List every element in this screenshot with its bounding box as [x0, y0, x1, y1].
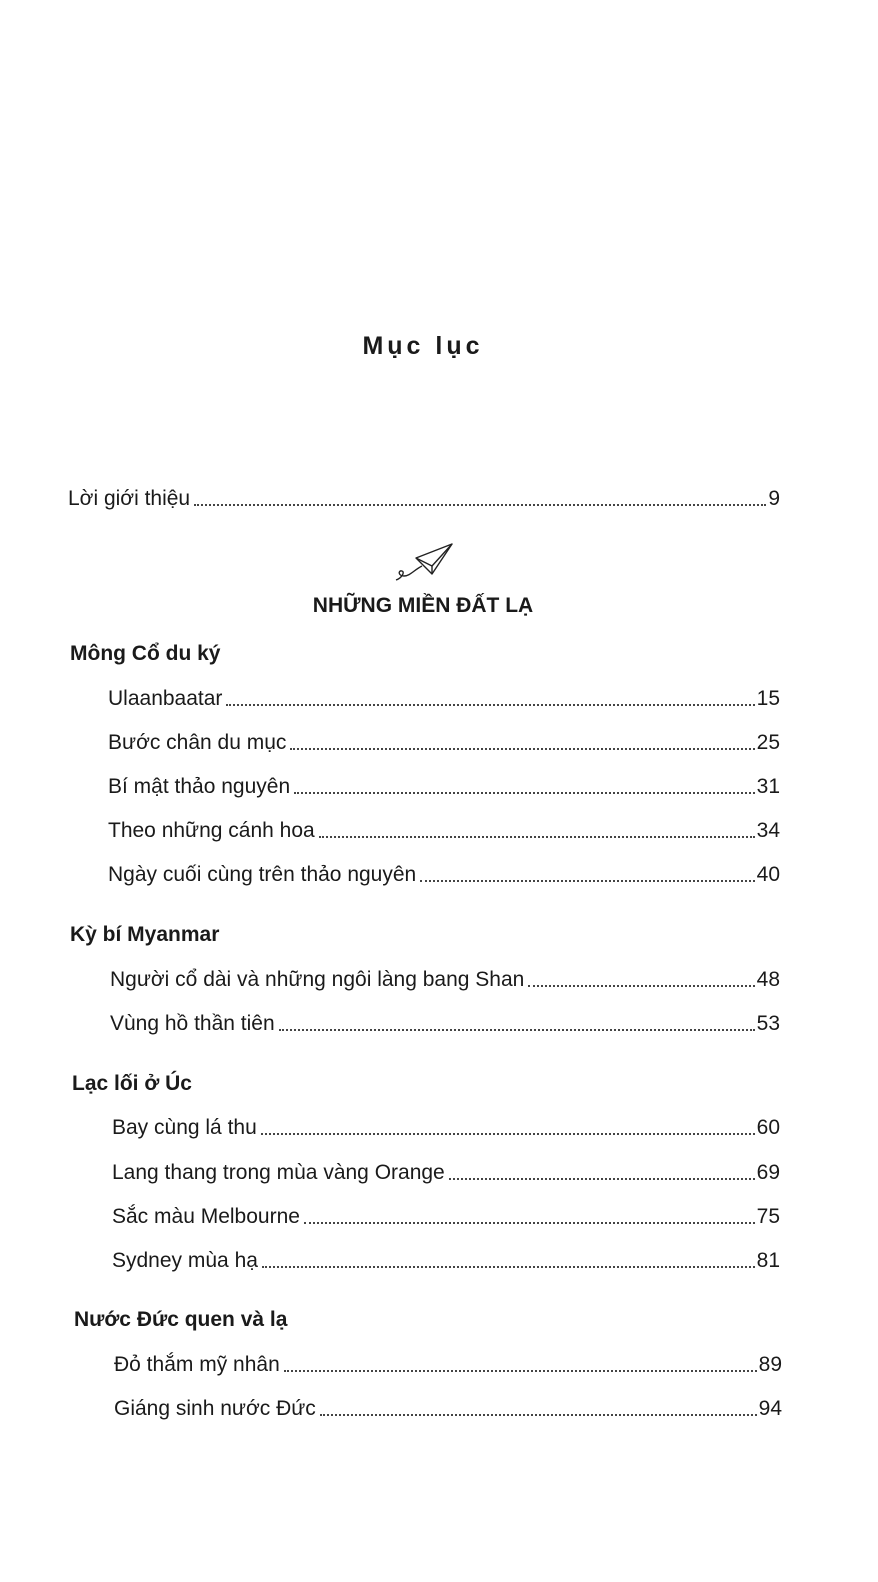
- dot-leader: [284, 1370, 757, 1372]
- toc-entry-label: Đỏ thắm mỹ nhân: [114, 1353, 280, 1376]
- toc-entry[interactable]: [112, 1155, 780, 1185]
- toc-entry[interactable]: [112, 1199, 780, 1229]
- toc-entry-page: 48: [756, 968, 780, 991]
- toc-entry-page: 34: [756, 819, 780, 842]
- dot-leader: [262, 1266, 755, 1268]
- toc-entry-label: Ngày cuối cùng trên thảo nguyên: [108, 863, 417, 886]
- toc-entry-label: Ulaanbaatar: [108, 687, 223, 710]
- toc-entry-page: 31: [756, 775, 780, 798]
- toc-entry[interactable]: [112, 1243, 780, 1273]
- dot-leader: [290, 748, 754, 750]
- toc-entry-label: Sắc màu Melbourne: [112, 1205, 300, 1228]
- part-title: NHỮNG MIỀN ĐẤT LẠ: [312, 594, 534, 617]
- toc-entry[interactable]: [110, 962, 780, 992]
- toc-entry-page: 69: [756, 1161, 780, 1184]
- section-title: Lạc lối ở Úc: [72, 1072, 192, 1095]
- section-title: Mông Cổ du ký: [70, 642, 221, 665]
- dot-leader: [294, 792, 755, 794]
- toc-entry-label: Người cổ dài và những ngôi làng bang Shan: [110, 968, 525, 991]
- toc-entry[interactable]: [108, 681, 780, 711]
- dot-leader: [449, 1178, 755, 1180]
- toc-entry-page: 94: [758, 1397, 782, 1420]
- toc-entry-page: 9: [768, 487, 780, 510]
- toc-entry-page: 25: [756, 731, 780, 754]
- toc-entry-label: Bí mật thảo nguyên: [108, 775, 291, 798]
- toc-entry-label: Giáng sinh nước Đức: [114, 1397, 316, 1420]
- toc-entry[interactable]: [108, 813, 780, 843]
- toc-entry[interactable]: [108, 857, 780, 887]
- toc-entry-label: Vùng hồ thần tiên: [110, 1012, 275, 1035]
- dot-leader: [279, 1029, 755, 1031]
- toc-entry-intro[interactable]: [68, 481, 780, 511]
- paper-plane-icon: [392, 540, 456, 588]
- toc-entry-label: Lời giới thiệu: [68, 487, 191, 510]
- dot-leader: [528, 985, 754, 987]
- dot-leader: [320, 1414, 757, 1416]
- dot-leader: [261, 1133, 755, 1135]
- toc-entry[interactable]: [108, 769, 780, 799]
- dot-leader: [226, 704, 754, 706]
- toc-entry-label: Theo những cánh hoa: [108, 819, 315, 842]
- toc-entry-page: 40: [756, 863, 780, 886]
- section-title: Nước Đức quen và lạ: [74, 1308, 288, 1331]
- toc-entry[interactable]: [110, 1006, 780, 1036]
- page-title: Mục lục: [362, 332, 484, 360]
- dot-leader: [304, 1222, 755, 1224]
- dot-leader: [194, 504, 766, 506]
- toc-entry[interactable]: [114, 1347, 782, 1377]
- dot-leader: [319, 836, 755, 838]
- toc-entry-label: Sydney mùa hạ: [112, 1249, 258, 1272]
- toc-entry-page: 53: [756, 1012, 780, 1035]
- toc-entry-page: 75: [756, 1205, 780, 1228]
- dot-leader: [420, 880, 754, 882]
- toc-entry[interactable]: [108, 725, 780, 755]
- toc-entry-page: 15: [756, 687, 780, 710]
- toc-entry[interactable]: [112, 1110, 780, 1140]
- toc-entry-page: 81: [756, 1249, 780, 1272]
- toc-entry-label: Bước chân du mục: [108, 731, 287, 754]
- toc-entry-label: Bay cùng lá thu: [112, 1116, 257, 1139]
- toc-entry-page: 60: [756, 1116, 780, 1139]
- toc-entry-page: 89: [758, 1353, 782, 1376]
- toc-entry[interactable]: [114, 1391, 782, 1421]
- toc-entry-label: Lang thang trong mùa vàng Orange: [112, 1161, 445, 1184]
- section-title: Kỳ bí Myanmar: [70, 923, 220, 946]
